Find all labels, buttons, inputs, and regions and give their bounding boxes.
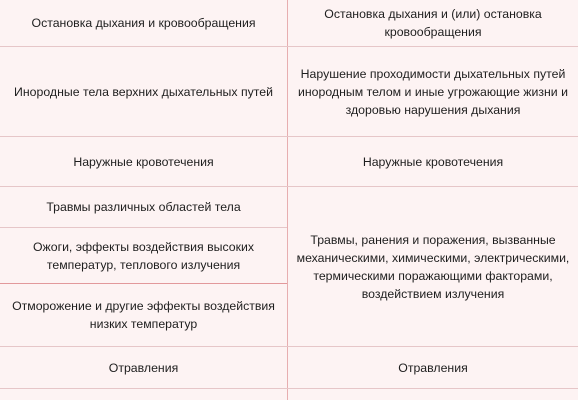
cell-text: Наружные кровотечения: [362, 154, 504, 169]
cell-text: Остановка дыхания и (или) остановка кровообращения: [324, 7, 542, 39]
cell-right-bleeding: [288, 137, 578, 186]
cell-right-cardiac-arrest: [288, 0, 578, 46]
cell-text: Инородные тела верхних дыхательных путей: [14, 84, 273, 99]
cell-right-poisoning: [288, 347, 578, 388]
cell-text: Остановка дыхания и кровообращения: [31, 16, 256, 30]
cell-left-poisoning: [0, 347, 287, 388]
cell-text: Травмы различных областей тела: [46, 200, 241, 214]
cell-text: Ожоги, эффекты воздействия высоких температур, теплового излучения: [32, 239, 255, 272]
cell-left-injuries: [0, 187, 287, 227]
row-divider: [0, 388, 578, 389]
cell-text: Отравления: [398, 360, 468, 375]
cell-left-frostbite: [0, 284, 287, 346]
cell-right-traumas-combined: [288, 187, 578, 346]
cell-left-cardiac-arrest: [0, 0, 287, 46]
cell-left-burns: [0, 228, 287, 283]
cell-left-foreign-bodies: [0, 47, 287, 136]
cell-left-bleeding: [0, 137, 287, 186]
cell-right-airway-obstruction: [288, 47, 578, 136]
cell-text: Наружные кровотечения: [73, 154, 214, 169]
cell-text: Отморожение и другие эффекты воздействия низких температур: [12, 299, 275, 331]
cell-text: Отравления: [108, 360, 179, 375]
cell-text: Травмы, ранения и поражения, вызванные механическими, химическими, электрическими, термическими поражающими факторами, воздействием излучения: [296, 232, 570, 301]
cell-text: Нарушение проходимости дыхательных путей инородным телом и иные угрожающие жизни и здоровью нарушения дыхания: [298, 66, 568, 117]
